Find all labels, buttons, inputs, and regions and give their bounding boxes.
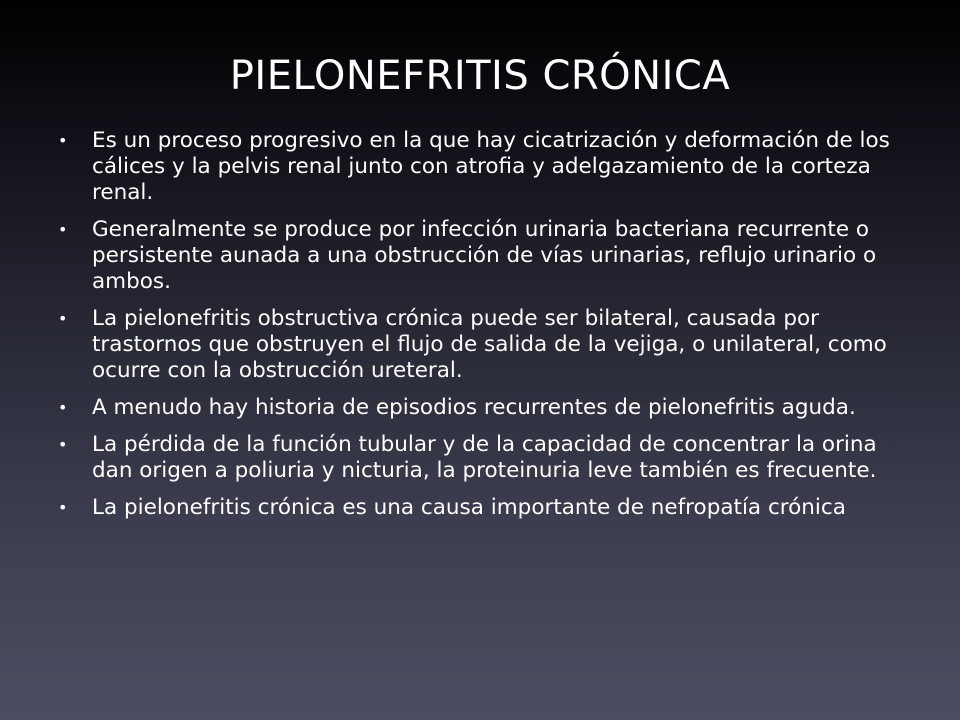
bullet-item (58, 217, 902, 295)
bullet-item (58, 495, 902, 521)
bullet-list (58, 128, 902, 532)
bullet-item (58, 432, 902, 484)
slide-title: PIELONEFRITIS CRÓNICA (229, 53, 731, 99)
bullet-text: La pérdida de la función tubular y de la capacidad de concentrar la orina dan origen a poliuria y nicturia, la proteinuria leve también es frecuente. (92, 432, 877, 483)
bullet-dot-icon: • (58, 435, 68, 454)
bullet-item (58, 306, 902, 384)
bullet-item (58, 395, 902, 421)
bullet-text: Es un proceso progresivo en la que hay cicatrización y deformación de los cálices y la pelvis renal junto con atrofia y adelgazamiento de la corteza renal. (92, 128, 890, 205)
bullet-item (58, 128, 902, 206)
bullet-text: A menudo hay historia de episodios recurrentes de pielonefritis aguda. (92, 395, 856, 420)
bullet-dot-icon: • (58, 220, 68, 239)
bullet-dot-icon: • (58, 498, 68, 517)
bullet-dot-icon: • (58, 131, 68, 150)
bullet-text: Generalmente se produce por infección urinaria bacteriana recurrente o persistente aunada a una obstrucción de vías urinarias, reflujo urinario o ambos. (92, 217, 877, 294)
bullet-text: La pielonefritis obstructiva crónica puede ser bilateral, causada por trastornos que obstruyen el flujo de salida de la vejiga, o unilateral, como ocurre con la obstrucción ureteral. (92, 306, 887, 383)
bullet-text: La pielonefritis crónica es una causa importante de nefropatía crónica (92, 495, 846, 520)
bullet-dot-icon: • (58, 309, 68, 328)
bullet-dot-icon: • (58, 398, 68, 417)
